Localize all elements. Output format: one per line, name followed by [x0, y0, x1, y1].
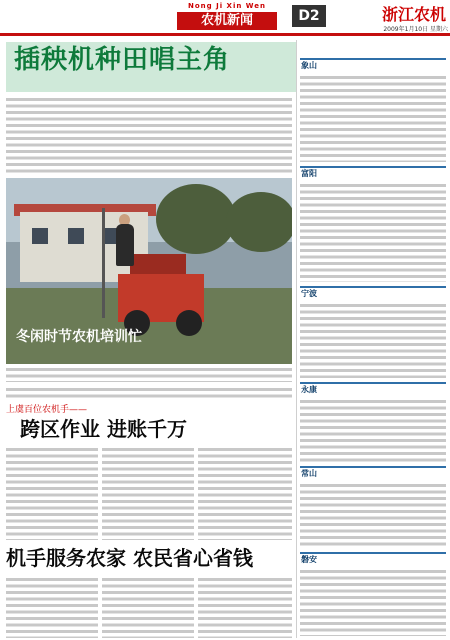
photo-overlay-title: 冬闲时节农机培训忙: [16, 329, 142, 345]
lead-article-text: [6, 96, 292, 174]
paper-logo: 浙江农机: [381, 5, 446, 24]
editorial-line: [4, 2, 154, 10]
brief-title: [338, 469, 446, 479]
county-news-column: [300, 40, 446, 640]
brief-title: [338, 61, 446, 71]
photo-window: [32, 228, 48, 244]
brief-title: [338, 289, 446, 299]
story-text: [102, 576, 194, 638]
brief-text: [300, 482, 446, 548]
brief-text: [300, 182, 446, 282]
brief-text: [300, 568, 446, 636]
story-text: [102, 446, 194, 540]
brief-title: [338, 385, 446, 395]
story-headline: 跨区作业 进账千万: [20, 417, 187, 441]
story-text: [198, 446, 292, 540]
county-tag: 富阳: [301, 169, 317, 178]
editorial-line: [4, 18, 154, 26]
news-brief-header: [300, 382, 446, 395]
issue-date: 2009年1月10日 星期六: [383, 26, 448, 33]
banner-title: 插秧机种田唱主角: [14, 45, 231, 75]
brief-text: [300, 302, 446, 378]
section-header: [168, 2, 286, 32]
photo-window: [68, 228, 84, 244]
county-tag: 磐安: [301, 555, 317, 564]
page-code: D2: [292, 5, 326, 27]
story-text: [6, 446, 98, 540]
brief-title: [338, 169, 446, 179]
county-tag: 宁波: [301, 289, 317, 298]
county-tag: 常山: [301, 469, 317, 478]
news-photo: [6, 178, 292, 364]
section-title: 农机新闻: [177, 12, 277, 30]
photo-person: [116, 224, 134, 266]
photo-tree: [156, 184, 236, 254]
news-brief-header: [300, 552, 446, 565]
section-pinyin: Nong Ji Xin Wen: [188, 2, 266, 10]
editorial-info: [4, 2, 154, 26]
brief-title: [338, 555, 446, 565]
photo-tree: [226, 192, 292, 252]
article-text: [6, 386, 292, 400]
column-divider: [296, 40, 297, 638]
county-tag: 永康: [301, 385, 317, 394]
photo-caption: [6, 366, 292, 382]
news-brief-header: [300, 166, 446, 179]
lead-banner: [6, 42, 296, 92]
brief-text: [300, 74, 446, 162]
story-headline: 机手服务农家 农民省心省钱: [6, 546, 253, 570]
county-tag: 象山: [301, 61, 317, 70]
brief-text: [300, 398, 446, 462]
news-brief-header: [300, 466, 446, 479]
masthead: [0, 0, 450, 44]
photo-pole: [102, 208, 105, 318]
news-brief-header: [300, 286, 446, 299]
editorial-line: [4, 10, 154, 18]
story-text: [6, 576, 98, 638]
photo-machine-top: [130, 254, 186, 276]
kicker-headline: 上虞百位农机手——: [6, 405, 88, 415]
news-brief-header: [300, 58, 446, 71]
header-rule: [0, 33, 450, 36]
story-text: [198, 576, 292, 638]
banner-subtitle: [36, 76, 286, 90]
